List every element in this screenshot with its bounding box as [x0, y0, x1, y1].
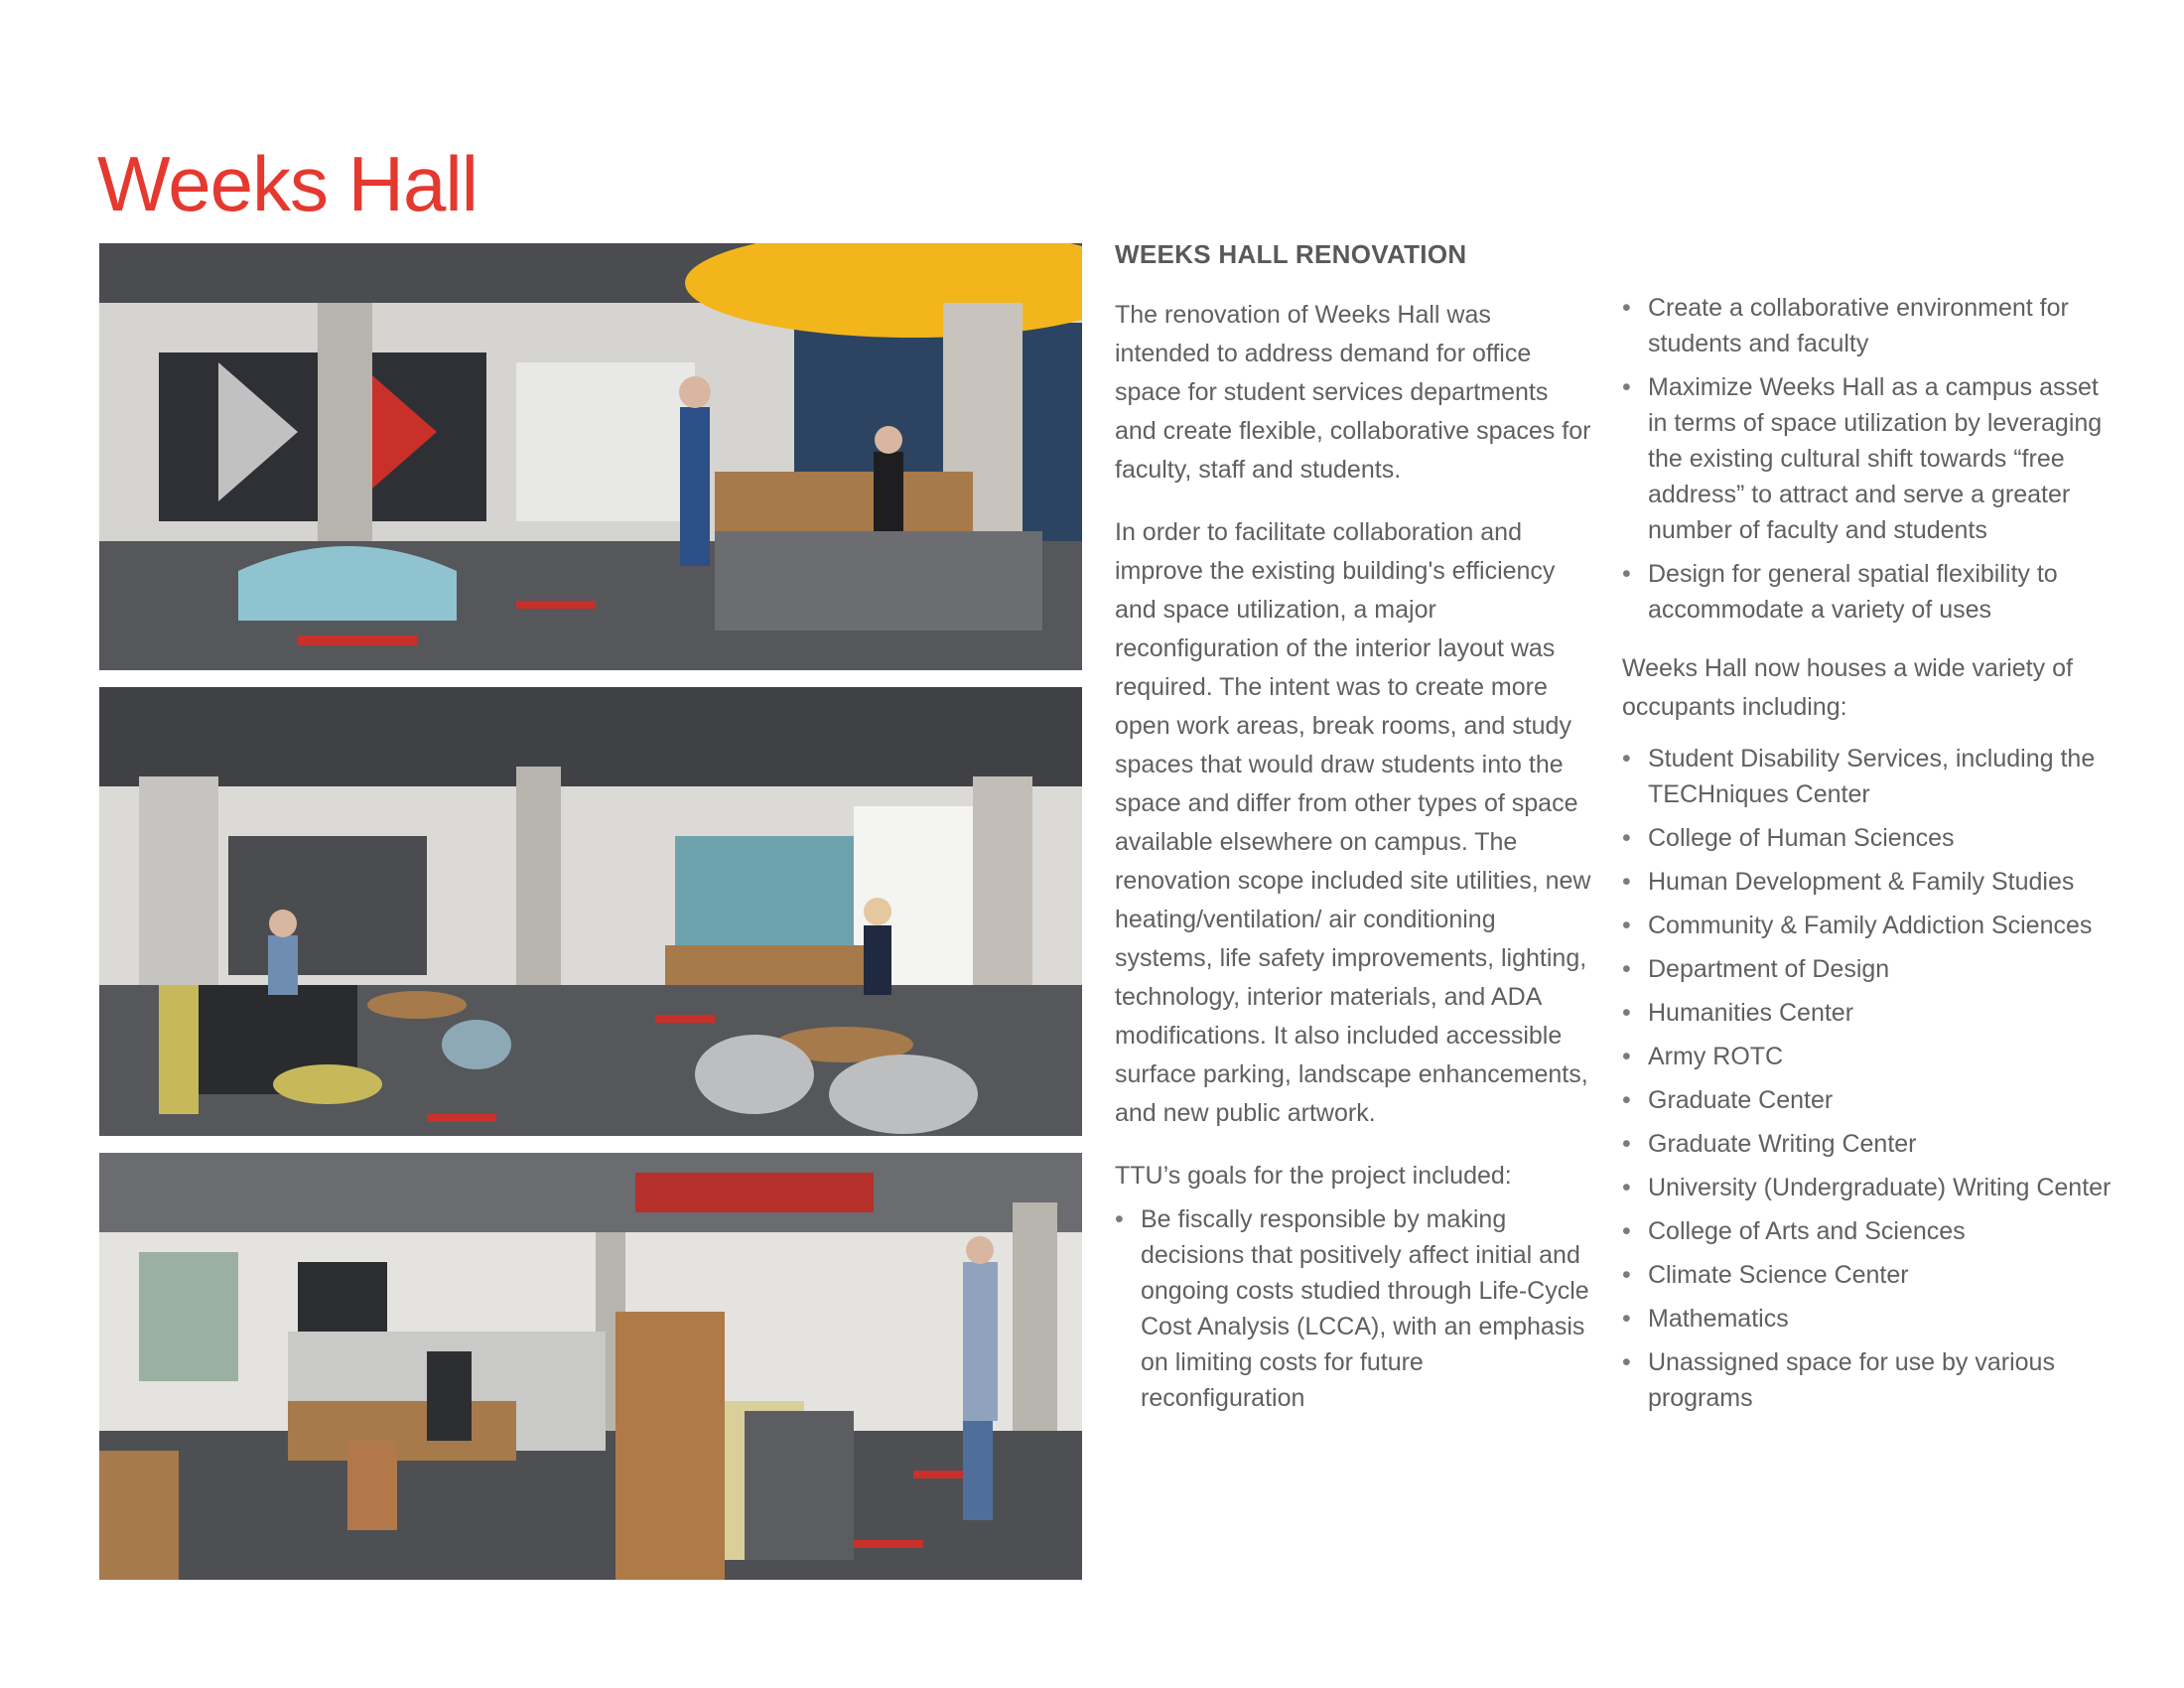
- occupant-item: • Graduate Center: [1622, 1082, 2118, 1118]
- lounge-break-area-illustration: [99, 687, 1082, 1136]
- occupant-item: • Graduate Writing Center: [1622, 1126, 2118, 1162]
- page-title: Weeks Hall: [97, 140, 478, 227]
- occupant-item: • Climate Science Center: [1622, 1257, 2118, 1293]
- goal-item: • Create a collaborative environment for students and faculty: [1622, 290, 2118, 361]
- text-column-right: [1622, 290, 2118, 1424]
- open-office-workstations-photo: [99, 1153, 1082, 1580]
- occupant-item: • University (Undergraduate) Writing Center: [1622, 1170, 2118, 1205]
- text-column-left: [1115, 234, 1591, 1424]
- lobby-reception-illustration: [99, 243, 1082, 670]
- occupant-item: • Human Development & Family Studies: [1622, 864, 2118, 900]
- occupant-item: • Army ROTC: [1622, 1039, 2118, 1074]
- occupant-item: • College of Human Sciences: [1622, 820, 2118, 856]
- occupants-list: [1622, 741, 2118, 1416]
- goals-intro: TTU’s goals for the project included:: [1115, 1162, 1512, 1190]
- occupant-item: • Unassigned space for use by various programs: [1622, 1344, 2118, 1416]
- lounge-break-area-photo: [99, 687, 1082, 1136]
- occupant-item: • Mathematics: [1622, 1301, 2118, 1336]
- occupant-item: • Community & Family Addiction Sciences: [1622, 908, 2118, 943]
- occupant-item: • Student Disability Services, including the TECHniques Center: [1622, 741, 2118, 812]
- scope-paragraph: In order to facilitate collaboration and improve the existing building's efficiency and space utilization, a major reconfiguration of the interior layout was required. The intent was to create more open work areas, break rooms, and study spaces that would draw students into the space and differ from other types of space available elsewhere on campus. The renovation scope included site utilities, new heating/ventilation/ air conditioning systems, life safety improvements, lighting, technology, interior materials, and ADA modifications. It also included accessible surface parking, landscape enhancements, and new public artwork.: [1115, 518, 1591, 1127]
- goals-list: [1115, 1201, 1591, 1416]
- lobby-reception-photo: [99, 243, 1082, 670]
- goal-item: • Maximize Weeks Hall as a campus asset in terms of space utilization by leveraging the existing cultural shift towards “free address” to attract and serve a greater number of faculty and students: [1622, 369, 2118, 548]
- section-heading: WEEKS HALL RENOVATION: [1115, 239, 1467, 269]
- occupant-item: • College of Arts and Sciences: [1622, 1213, 2118, 1249]
- goal-item: • Design for general spatial flexibility to accommodate a variety of uses: [1622, 556, 2118, 628]
- occupant-item: • Department of Design: [1622, 951, 2118, 987]
- occupants-intro: Weeks Hall now houses a wide variety of occupants including:: [1622, 654, 2073, 721]
- open-office-illustration: [99, 1153, 1082, 1580]
- goal-item: • Be fiscally responsible by making decisions that positively affect initial and ongoing costs studied through Life-Cycle Cost Analysis (LCCA), with an emphasis on limiting costs for future reconfiguration: [1115, 1201, 1591, 1416]
- intro-paragraph: The renovation of Weeks Hall was intended to address demand for office space for student services departments and create flexible, collaborative spaces for faculty, staff and students.: [1115, 301, 1591, 484]
- occupant-item: • Humanities Center: [1622, 995, 2118, 1031]
- goals-list-continued: [1622, 290, 2118, 628]
